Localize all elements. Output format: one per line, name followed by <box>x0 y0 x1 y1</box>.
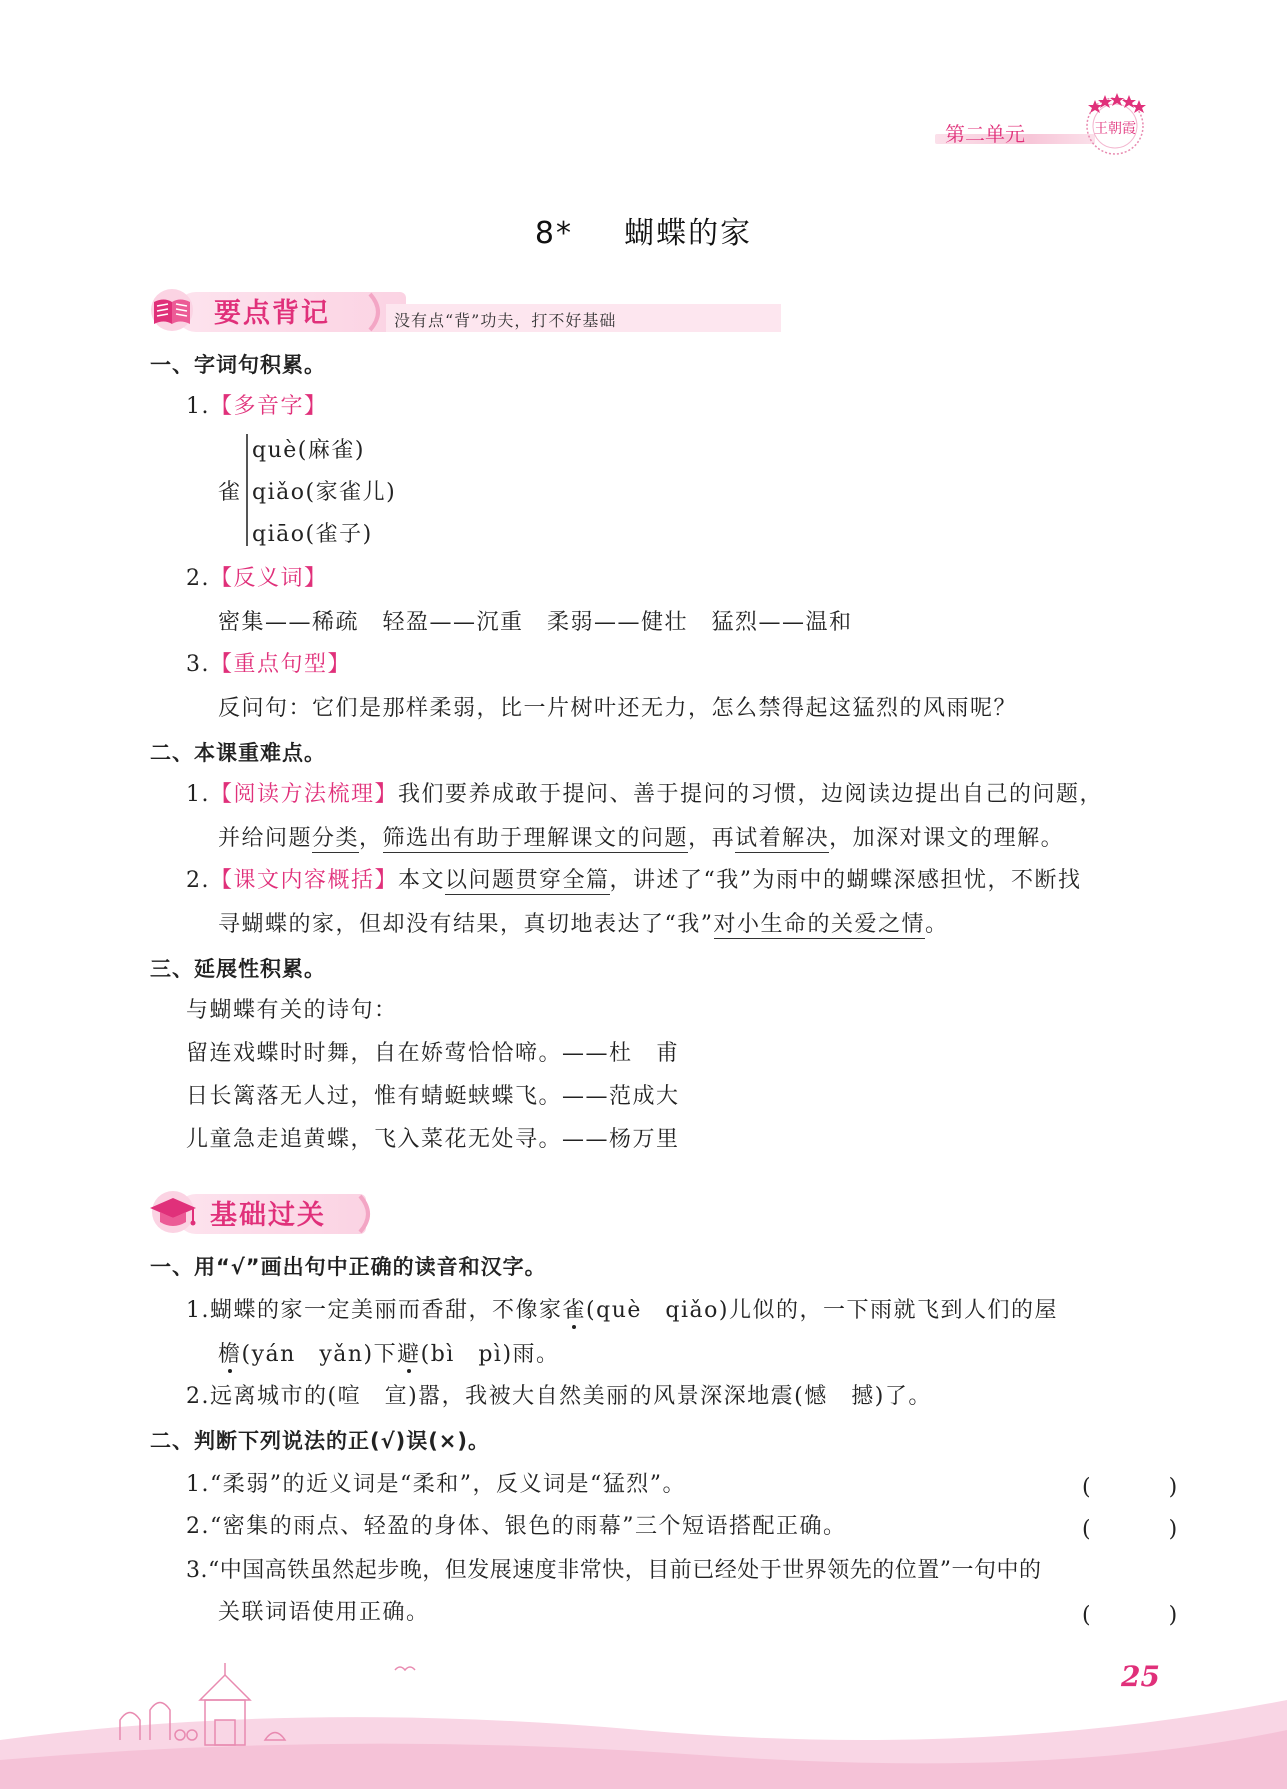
item-number: 1. <box>186 782 210 807</box>
underlined-keyword: 试着解决 <box>735 826 830 851</box>
judgment-item <box>186 1470 686 1500</box>
judgment-item <box>186 1556 1042 1586</box>
text-segment: 。 <box>925 912 949 937</box>
sentence-tag: 【重点句型】 <box>210 652 352 677</box>
dotted-char: 檐 <box>218 1342 242 1367</box>
reading-1: què(麻雀) <box>252 438 365 463</box>
judgment-text: “中国高铁虽然起步晚，但发展速度非常快，目前已经处于世界领先的位置”一句中的 <box>208 1558 1042 1583</box>
item-number: 2. <box>186 1514 210 1539</box>
footer-decoration <box>0 1660 1287 1789</box>
question1-item1-line1 <box>186 1296 1058 1326</box>
text-segment: (bì pì)雨。 <box>420 1342 560 1367</box>
unit-label: 第二单元 <box>945 122 1025 146</box>
reading-method-line1 <box>186 780 1103 810</box>
section-banner-recall <box>146 284 646 336</box>
judgment-text: “密集的雨点、轻盈的身体、银色的雨幕”三个短语搭配正确。 <box>210 1514 847 1539</box>
reading-3: qiāo(雀子) <box>252 522 373 547</box>
part2-heading: 二、本课重难点。 <box>150 741 326 765</box>
underlined-keyword: 分类 <box>312 826 360 851</box>
key-sentence: 反问句：它们是那样柔弱，比一片树叶还无力，怎么禁得起这猛烈的风雨呢？ <box>218 696 1018 721</box>
text-segment: ，加深对课文的理解。 <box>829 826 1065 851</box>
judgment-text: “柔弱”的近义词是“柔和”，反义词是“猛烈”。 <box>210 1472 686 1497</box>
item-number: 3. <box>186 652 210 677</box>
antonym-tag: 【反义词】 <box>210 566 328 591</box>
antonym-list: 密集——稀疏 轻盈——沉重 柔弱——健壮 猛烈——温和 <box>218 610 853 635</box>
poem-line: 儿童急走追黄蝶，飞入菜花无处寻。——杨万里 <box>186 1127 680 1152</box>
item3-line <box>186 650 351 680</box>
text-segment: 寻蝴蝶的家，但却没有结果，真切地表达了“我” <box>218 912 714 937</box>
text-segment: 本文 <box>398 868 446 893</box>
reading-method-tag: 【阅读方法梳理】 <box>210 782 399 807</box>
poem-intro: 与蝴蝶有关的诗句： <box>186 998 398 1023</box>
publisher-logo <box>1073 88 1157 158</box>
judgment-text-continued: 关联词语使用正确。 <box>218 1600 430 1625</box>
polyphone-char: 雀 <box>218 480 242 505</box>
underlined-keyword: 对小生命的关爱之情 <box>713 912 926 937</box>
open-book-icon <box>146 288 198 332</box>
section-subtitle: 没有点“背”功夫，打不好基础 <box>394 311 617 330</box>
item-number: 3. <box>186 1558 208 1583</box>
svg-text:王朝霞: 王朝霞 <box>1094 121 1136 137</box>
text-segment: ， <box>359 826 383 851</box>
judgment-item <box>186 1512 847 1542</box>
lesson-title <box>0 208 1287 252</box>
question2-heading: 二、判断下列说法的正(√)误(×)。 <box>150 1429 490 1453</box>
reading-method-text: 我们要养成敢于提问、善于提问的习惯，边阅读边提出自己的问题， <box>398 782 1104 807</box>
item-number: 2. <box>186 1384 210 1409</box>
underlined-keyword: 以问题贯穿全篇 <box>445 868 610 893</box>
item-number: 2. <box>186 566 210 591</box>
question1-item2 <box>186 1382 932 1412</box>
answer-blank[interactable]: ( ) <box>1082 1603 1206 1628</box>
item1-line <box>186 392 328 422</box>
section-title: 基础过关 <box>210 1200 326 1231</box>
poem-line: 留连戏蝶时时舞，自在娇莺恰恰啼。——杜 甫 <box>186 1041 680 1066</box>
reading-2: qiǎo(家雀儿) <box>252 480 397 505</box>
text-segment: (què qiǎo)儿似的，一下雨就飞到人们的屋 <box>586 1298 1058 1323</box>
polyphone-tag: 【多音字】 <box>210 394 328 419</box>
item-number: 2. <box>186 868 210 893</box>
text-segment: (yán yǎn)下 <box>241 1342 398 1367</box>
part1-heading: 一、字词句积累。 <box>150 353 326 377</box>
banner-curl <box>368 292 388 332</box>
text-segment: 蝴蝶的家一定美丽而香甜，不像家 <box>210 1298 563 1323</box>
underlined-keyword: 筛选出有助于理解课文的问题 <box>382 826 689 851</box>
text-segment: ，再 <box>688 826 736 851</box>
part3-heading: 三、延展性积累。 <box>150 957 326 981</box>
item2-line <box>186 564 328 594</box>
section-banner-basic <box>146 1186 386 1238</box>
summary-line1 <box>186 866 1082 896</box>
question1-heading: 一、用“√”画出句中正确的读音和汉字。 <box>150 1255 547 1279</box>
page-number: 25 <box>1121 1660 1160 1693</box>
section-title: 要点背记 <box>214 298 330 329</box>
brace-line <box>246 434 248 546</box>
answer-blank[interactable]: ( ) <box>1082 1517 1206 1542</box>
poem-line: 日长篱落无人过，惟有蜻蜓蛱蝶飞。——范成大 <box>186 1084 680 1109</box>
item-number: 1. <box>186 1472 210 1497</box>
text-segment: ，讲述了“我”为雨中的蝴蝶深感担忧，不断找 <box>609 868 1082 893</box>
reading-method-line2 <box>218 824 1064 854</box>
dotted-char: 雀 <box>562 1298 587 1323</box>
summary-line2 <box>218 910 949 940</box>
text-segment: 远离城市的(喧 宣)嚣，我被大自然美丽的风景深深地震(憾 撼)了。 <box>210 1384 932 1409</box>
graduation-cap-icon <box>146 1190 200 1234</box>
item-number: 1. <box>186 394 210 419</box>
lesson-name: 蝴蝶的家 <box>624 216 753 251</box>
answer-blank[interactable]: ( ) <box>1082 1475 1206 1500</box>
dotted-char: 避 <box>397 1342 421 1367</box>
text-segment: 并给问题 <box>218 826 313 851</box>
summary-tag: 【课文内容概括】 <box>210 868 399 893</box>
lesson-number: 8* <box>534 216 573 251</box>
banner-curl <box>358 1194 378 1234</box>
item-number: 1. <box>186 1298 210 1323</box>
question1-item1-line2 <box>218 1340 560 1370</box>
